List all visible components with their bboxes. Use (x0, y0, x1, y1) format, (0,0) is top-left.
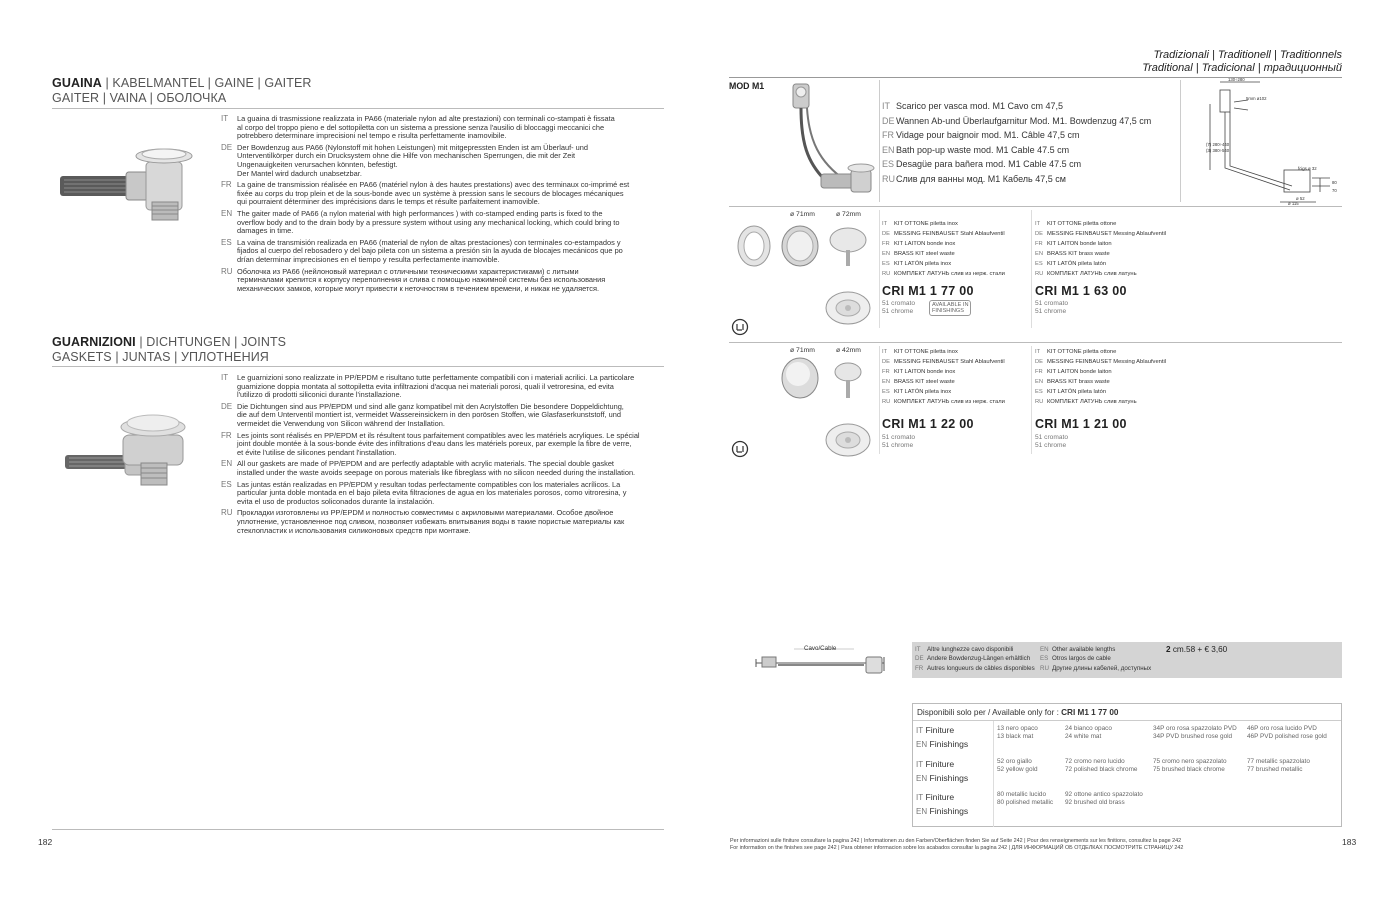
lang-code: ES (1035, 389, 1043, 395)
spec-row-de (882, 114, 1151, 129)
kit-text: KIT OTTONE piletta inox (894, 349, 958, 355)
row2-code-a: CRI M1 1 22 00 (882, 417, 974, 431)
lang-code: IT (221, 114, 229, 123)
row1-divider (729, 206, 1342, 207)
category-header (1142, 49, 1342, 75)
kit-text: KIT LAITON bonde inox (894, 241, 956, 247)
finish-it: 92 ottone antico spazzolato (1065, 791, 1143, 798)
lang-code: IT (882, 349, 888, 355)
lang-code: IT (915, 646, 921, 653)
finish-option (1247, 725, 1327, 741)
paragraph-text: Прокладки изготовлены из PP/EPDM и полностью совместимы с акриловыми материалами. Особое двойное уплотнение, установленное под сливом, позволяет избежать впитывания воды в такие пористые материалы как стеклопластик и использования силиконовых средств при монтаже. (237, 508, 625, 535)
kit-row (1035, 397, 1166, 407)
finish-it: 13 nero opaco (997, 725, 1038, 732)
kit-text: KIT LAITON bonde laiton (1047, 241, 1112, 247)
kit-text: BRASS KIT brass waste (1047, 379, 1110, 385)
finishes-header-code: CRI M1 1 77 00 (1061, 708, 1119, 717)
kit-text: KIT OTTONE piletta ottone (1047, 221, 1117, 227)
finishes-label-1: IT Finiture EN Finishings (916, 725, 969, 749)
row1-finish-a (882, 300, 915, 316)
lang-code: DE (1035, 231, 1044, 237)
row2-divider (729, 342, 1342, 343)
kit-row (882, 387, 1005, 397)
guarnizioni-title-line2: GASKETS | JUNTAS | УПЛОТНЕНИЯ (52, 350, 269, 364)
spec-text: Desagüe para bañera mod. M1 Cable 47.5 cm (896, 159, 1082, 170)
finish-it: 77 metallic spazzolato (1247, 758, 1310, 765)
cable-row (1040, 645, 1151, 654)
kit-row (1035, 219, 1166, 229)
kit-row (1035, 367, 1166, 377)
finish-en: 75 brushed black chrome (1153, 766, 1225, 773)
finish-en: 24 white mat (1065, 733, 1102, 740)
guaina-text-block (221, 115, 661, 296)
guarnizioni-paragraph-en (221, 460, 661, 477)
category-header-line2: Traditional | Tradicional | традиционный (1142, 62, 1342, 74)
finishes-header-pre: Disponibili solo per / Available only for : (917, 708, 1062, 717)
cable-row (1040, 654, 1151, 663)
finishes-label-en: Finishings (929, 805, 969, 816)
lang-code: ES (1035, 261, 1043, 267)
paragraph-text: La guaina di trasmissione realizzata in PA66 (materiale nylon ad alte prestazioni) con terminali co-stampati è fissata al corpo del troppo pieno e del sottopiletta con un sistema a pressione senza l'ausilio di bloccaggi meccanici che potrebbero determinare imprecisioni nel tempo e risulta perfettamente inamovibile. (237, 114, 615, 141)
finish-it: 80 metallic lucido (997, 791, 1047, 798)
lang-code: FR (882, 241, 890, 247)
cable-row (1040, 664, 1151, 673)
guaina-paragraph-it (221, 115, 661, 141)
cable-col-1 (915, 645, 1035, 673)
finish-en: 72 polished black chrome (1065, 766, 1138, 773)
kit-text: MESSING FEINBAUSET Messing Ablaufventil (1047, 359, 1167, 365)
lang-code: IT (882, 101, 890, 111)
finish-line: 51 cromato (882, 434, 915, 441)
lang-code: IT (882, 221, 888, 227)
row2-col-divider-a (879, 346, 880, 454)
page-number-left: 182 (38, 837, 53, 847)
cable-text: Другие длины кабелей, доступных (1052, 664, 1152, 672)
lang-code: RU (221, 266, 233, 276)
kit-row (882, 239, 1005, 249)
paragraph-text: La gaine de transmission réalisée en PA66 (matériel nylon à des hautes prestations) avec des terminaux co-imprimé est fixée au corps du trop plein et de la sous-bonde avec un système à pression sans le secours de blocages mécaniques qui pourraient déterminer des imprécisions dans le temps et résulte parfaitement inamovible. (237, 180, 630, 207)
row2-code-b: CRI M1 1 21 00 (1035, 417, 1127, 431)
lang-code: DE (221, 401, 233, 411)
lang-code: EN (882, 251, 891, 257)
lang-code: EN (1035, 379, 1044, 385)
kit-row (1035, 269, 1166, 279)
finish-option (1065, 758, 1137, 774)
lang-code: EN (1035, 251, 1044, 257)
kit-text: KIT LAITON bonde inox (894, 369, 956, 375)
row2-col-divider-b (1031, 346, 1032, 454)
row1-code-b: CRI M1 1 63 00 (1035, 284, 1127, 298)
finishes-label-it: Finiture (925, 759, 955, 769)
paragraph-text: All our gaskets are made of PP/EPDM and are perfectly adaptable with acrylic materials. The special double gasket installed under the waste avoids seepage on porous materials like fibreglass with no silicon needed during the installation. (237, 459, 636, 477)
drawing-label-2: (7) 280÷440 (1206, 142, 1230, 147)
finish-option (1065, 725, 1112, 741)
finish-line: 51 cromato (1035, 300, 1068, 307)
lang-code: FR (1035, 369, 1043, 375)
lang-code: RU (1040, 664, 1049, 672)
drawing-label-5: 80 (1332, 180, 1337, 185)
kit-text: KIT LATÓN pileta latón (1047, 389, 1107, 395)
page-number-right: 183 (1342, 837, 1357, 847)
kit-row (882, 367, 1005, 377)
kit-text: BRASS KIT steel waste (894, 251, 955, 257)
guarnizioni-paragraph-de (221, 403, 661, 429)
kit-text: КОМПЛЕКТ ЛАТУНЬ слив из нерж. стали (894, 399, 1005, 405)
kit-row (1035, 387, 1166, 397)
spec-row-es (882, 157, 1151, 172)
guaina-paragraph-en (221, 210, 661, 236)
kit-text: MESSING FEINBAUSET Messing Ablaufventil (1047, 231, 1167, 237)
finish-line: 51 chrome (1035, 308, 1067, 315)
guarnizioni-paragraph-fr (221, 432, 661, 458)
row1-code-a: CRI M1 1 77 00 (882, 284, 974, 298)
kit-row (882, 377, 1005, 387)
guaina-title-line2: GAITER | VAINA | ОБОЛОЧКА (52, 91, 227, 105)
spec-text: Scarico per vasca mod. M1 Cavo cm 47,5 (896, 101, 1064, 111)
finish-option (997, 758, 1038, 774)
finishes-label-it: Finiture (925, 725, 955, 735)
finish-it: 72 cromo nero lucido (1065, 758, 1125, 765)
spec-divider-right (1180, 80, 1181, 202)
lang-code: FR (882, 130, 894, 141)
row1-kit-ottone (1035, 219, 1166, 279)
kit-text: KIT OTTONE piletta inox (894, 221, 958, 227)
kit-text: КОМПЛЕКТ ЛАТУНЬ слив латунь (1047, 399, 1137, 405)
finish-option (1247, 758, 1310, 774)
finish-option (1153, 758, 1227, 774)
finish-en: 80 polished metallic (997, 799, 1054, 806)
kit-text: KIT LATÓN pileta inox (894, 389, 952, 395)
paragraph-text: Die Dichtungen sind aus PP/EPDM und sind alle ganz kompatibel mit den Acrylstoffen Die besondere Doppeldichtung, die auf dem Unterventil montiert ist, vermeidet Wassereinsickern in den porösen Stoffen, wie Glasfaserkunststoff, und vermeidet die Verwendung von Silicon während der Installation. (237, 401, 624, 428)
row2-dim-1: ø 71mm (790, 347, 815, 354)
drawing-label-8: ø 115 (1288, 201, 1299, 206)
cable-row (915, 664, 1035, 673)
badge-line2: FINISHINGS (932, 308, 965, 314)
available-finishings-badge (925, 300, 971, 318)
kit-row (1035, 347, 1166, 357)
kit-row (882, 269, 1005, 279)
finishes-box (912, 703, 1342, 827)
kit-text: MESSING FEINBAUSET Stahl Ablaufventil (894, 231, 1005, 237)
cable-row (915, 654, 1035, 663)
lang-code: DE (1035, 359, 1044, 365)
lang-code: DE (915, 655, 924, 663)
kit-row (882, 397, 1005, 407)
kit-row (882, 249, 1005, 259)
guarnizioni-product-image (65, 405, 215, 495)
guaina-title (52, 76, 312, 106)
lang-code: RU (221, 508, 233, 518)
kit-row (1035, 259, 1166, 269)
kit-row (1035, 357, 1166, 367)
row1-finish-b (1035, 300, 1068, 316)
kit-row (1035, 249, 1166, 259)
finish-it: 46P oro rosa lucido PVD (1247, 725, 1317, 732)
guaina-title-bold: GUAINA (52, 76, 102, 90)
drawing-label-1: 5mm ø102 (1246, 96, 1267, 101)
finishes-label-2: IT Finiture EN Finishings (916, 759, 969, 783)
row1-kit-inox (882, 219, 1005, 279)
finish-it: 34P oro rosa spazzolato PVD (1153, 725, 1237, 732)
lang-code: RU (882, 271, 891, 277)
drawing-label-3: (3) 380÷540 (1206, 148, 1230, 153)
finish-line: 51 chrome (1035, 442, 1067, 449)
kit-row (882, 219, 1005, 229)
finishes-header (913, 704, 1341, 721)
lang-code: EN (221, 208, 233, 218)
guaina-paragraph-fr (221, 181, 661, 207)
paragraph-text: La vaina de transmisión realizada en PA66 (material de nylon de altas prestaciones) con terminales co-estampados y fijados al cuerpo del rebosadero y del bajo pileta con un sistema a presión sin la ayuda de blocajes mecánicos que po drían determinar imprecisiones en el tiempo y resulta perfectamente inamovible. (237, 237, 623, 264)
guaina-paragraph-es (221, 239, 661, 265)
spec-row-it (882, 99, 1151, 114)
lang-code: IT (1035, 349, 1041, 355)
guarnizioni-text-block (221, 374, 661, 538)
kit-text: КОМПЛЕКТ ЛАТУНЬ слив из нерж. стали (894, 271, 1005, 277)
row2-kit-inox (882, 347, 1005, 407)
finish-line: 51 chrome (882, 442, 914, 449)
finish-option (997, 725, 1038, 741)
finish-option (1065, 791, 1143, 807)
spec-text: Слив для ванны мод. M1 Кабель 47,5 см (896, 173, 1066, 184)
cable-price-bold: 2 (1166, 645, 1171, 654)
cable-col-2 (1040, 645, 1151, 673)
cable-text: Andere Bowdenzug-Längen erhältlich (927, 655, 1031, 663)
finish-en: 13 black mat (997, 733, 1034, 740)
lang-code: RU (882, 399, 891, 405)
row2-kit-ottone (1035, 347, 1166, 407)
kit-text: KIT OTTONE piletta ottone (1047, 349, 1117, 355)
finishes-label-3: IT Finiture EN Finishings (916, 792, 969, 816)
lang-code: FR (221, 430, 232, 440)
lang-code: EN (1040, 646, 1049, 653)
paragraph-text: Le guarnizioni sono realizzate in PP/EPDM e risultano tutte perfettamente compatibili con i materiali acrilici. La particolare guarnizione doppia montata al sottopiletta evita infiltrazioni d'acqua nei materiali porosi, quali il vetroresina, ed evita l'utilizzo di prodotti siliconici durante l'installazione. (237, 373, 635, 400)
lang-code: DE (221, 142, 233, 152)
kit-row (1035, 229, 1166, 239)
lang-code: IT (1035, 221, 1041, 227)
spec-text: Bath pop-up waste mod. M1 Cable 47.5 cm (896, 144, 1070, 155)
cert-mark-icon-2 (731, 440, 751, 460)
guaina-divider (52, 108, 664, 109)
paragraph-text: Las juntas están realizadas en PP/EPDM y resultan todas perfectamente compatibles con los materiales acrílicos. La particular junta doble montada en el bajo pileta evita filtraciones de agua en los materiales porosos, como vitroresina, y evita el uso de productos soliconados durante la instalación. (237, 479, 627, 506)
guarnizioni-divider (52, 366, 664, 367)
lang-code: FR (915, 664, 924, 672)
finish-line: 51 chrome (882, 308, 914, 315)
kit-row (882, 357, 1005, 367)
badge-line1: AVAILABLE IN (932, 302, 969, 308)
guarnizioni-title (52, 335, 286, 365)
row1-dim-2: ø 72mm (836, 211, 861, 218)
guaina-paragraph-de (221, 144, 661, 178)
spec-text: Wannen Ab-und Überlaufgarnitur Mod. M1. Bowdenzug 47,5 cm (896, 115, 1152, 126)
finish-en: 92 brushed old brass (1065, 799, 1125, 806)
kit-row (1035, 377, 1166, 387)
footnote-line1: Per informazioni sulle finiture consultare la pagina 242 | Informationen zu den Farben/Oberflächen finden Sie auf Seite 242 | Pour des renseignements sur les finitions, consultez la page 242 (730, 838, 1182, 844)
kit-text: BRASS KIT steel waste (894, 379, 955, 385)
lang-code: DE (882, 115, 895, 126)
left-footer-divider (52, 829, 664, 830)
kit-text: KIT LAITON bonde laiton (1047, 369, 1112, 375)
guaina-paragraph-ru (221, 268, 661, 294)
drawing-label-0: 130÷280 (1228, 78, 1245, 82)
footnote-line2: For information on the finishes see page 242 | Para obtener informacion sobre los acabados consultar la pagina 242 | ДЛЯ ИНФОРМАЦИЙ ОБ ОТДЕЛКАХ ПОСМОТРИТЕ СТРАНИЦУ 242 (730, 845, 1184, 851)
paragraph-text: Les joints sont réalisés en PP/EPDM et ils résultent tous parfaitement compatibles avec les matériels acryliques. Le spécial joint double montée à la sous-bonde évite des infiltrations d'eau dans les matériels poreux, par exemple la fibre de verre, et évite l'utilise de silicones pendant l'installation. (237, 430, 640, 457)
row2-finish-a (882, 434, 915, 450)
finishes-label-it: Finiture (925, 792, 955, 802)
kit-text: KIT LATÓN pileta latón (1047, 261, 1107, 267)
cable-lengths-box (912, 642, 1342, 678)
spec-text: Vidage pour baignoir mod. M1. Câble 47,5 cm (896, 130, 1080, 141)
lang-code: EN (882, 144, 895, 155)
kit-text: MESSING FEINBAUSET Stahl Ablaufventil (894, 359, 1005, 365)
finish-line: 51 cromato (882, 300, 915, 307)
finish-option (997, 791, 1053, 807)
guaina-product-image (60, 140, 210, 225)
spec-row-en (882, 143, 1151, 158)
kit-text: KIT LATÓN pileta inox (894, 261, 952, 267)
cable-text: Autres longueurs de câbles disponibles (927, 664, 1035, 672)
spec-row-ru (882, 172, 1151, 187)
finish-it: 75 cromo nero spazzolato (1153, 758, 1227, 765)
paragraph-text: The gaiter made of PA66 (a nylon material with high performances ) with co-stamped ending parts is fixed to the overflow body and to the drain body by a pressure system without using any mechanical locking, which could bring to damages in time. (237, 208, 620, 236)
lang-code: ES (882, 159, 895, 170)
guaina-title-rest: | KABELMANTEL | GAINE | GAITER (101, 76, 312, 90)
kit-row (882, 347, 1005, 357)
lang-code: ES (882, 261, 890, 267)
footnote (730, 838, 1183, 852)
finish-en: 34P PVD brushed rose gold (1153, 733, 1233, 740)
spec-divider-left (879, 80, 880, 202)
kit-row (882, 229, 1005, 239)
lang-code: FR (882, 369, 890, 375)
guarnizioni-paragraph-ru (221, 509, 661, 535)
lang-code: EN (221, 459, 233, 469)
paragraph-text: Оболочка из PA66 (нейлоновый материал с отличными техническими характеристиками) с литыми терминалами крепится к корпусу переполнения и слива с помощью нажимной системы без использования механических замков, которые могут привести к неточностям в течением времени, и никак не удаляется. (237, 266, 606, 293)
guarnizioni-title-bold: GUARNIZIONI (52, 335, 136, 349)
finish-en: 46P PVD polished rose gold (1247, 733, 1327, 740)
lang-code: ES (1040, 655, 1049, 663)
guarnizioni-paragraph-it (221, 374, 661, 400)
cable-row (915, 645, 1035, 654)
cable-price (1166, 645, 1227, 654)
kit-text: BRASS KIT brass waste (1047, 251, 1110, 257)
lang-code: FR (221, 180, 232, 190)
row1-col-divider-a (879, 210, 880, 328)
finish-en: 77 brushed metallic (1247, 766, 1303, 773)
lang-code: EN (882, 379, 891, 385)
finish-line: 51 cromato (1035, 434, 1068, 441)
guarnizioni-title-rest: | DICHTUNGEN | JOINTS (135, 335, 287, 349)
lang-code: DE (882, 359, 891, 365)
finishes-label-en: Finishings (929, 772, 969, 783)
guarnizioni-paragraph-es (221, 481, 661, 507)
cable-text: Other available lengths (1052, 646, 1116, 653)
finishes-col-divider (993, 721, 994, 827)
row1-col-divider-b (1031, 210, 1032, 328)
row1-parts-image (736, 222, 876, 332)
row2-parts-image (776, 356, 876, 462)
lang-code: RU (1035, 271, 1044, 277)
paragraph-text: Der Bowdenzug aus PA66 (Nylonstoff mit hohen Leistungen) mit mitgepressten Enden ist am Überlauf- und Unterventilkörper durch ein Drucksystem ohne die Hilfe von mechanischen Sperrungen, die mit der Zeit Ungenauigkeiten verursachen könnten, befestigt. Der Mantel wird dadurch unabsetzbar. (237, 142, 588, 178)
spec-row-fr (882, 128, 1151, 143)
lang-code: RU (1035, 399, 1044, 405)
technical-drawing (1200, 78, 1342, 206)
row2-dim-2: ø 42mm (836, 347, 861, 354)
finish-it: 52 oro giallo (997, 758, 1032, 765)
drawing-label-6: 70 (1332, 188, 1337, 193)
finishes-label-en: Finishings (929, 738, 969, 749)
lang-code: ES (221, 479, 232, 489)
lang-code: RU (882, 173, 895, 184)
lang-code: ES (221, 237, 232, 247)
finish-en: 52 yellow gold (997, 766, 1038, 773)
cert-mark-icon (731, 318, 751, 338)
finish-it: 24 bianco opaco (1065, 725, 1112, 732)
finish-option (1153, 725, 1237, 741)
main-product-image (785, 82, 877, 202)
model-spec-list (882, 99, 1151, 187)
row2-finish-b (1035, 434, 1068, 450)
kit-row (1035, 239, 1166, 249)
drawing-label-7: ø 52 (1296, 196, 1305, 201)
lang-code: DE (882, 231, 891, 237)
cable-text: Otros largos de cable (1052, 655, 1111, 663)
lang-code: IT (221, 373, 229, 382)
lang-code: FR (1035, 241, 1043, 247)
cable-text: Altre lunghezze cavo disponibili (927, 646, 1014, 653)
drawing-label-4: fcigs ø 32 (1298, 166, 1317, 171)
model-label: MOD M1 (729, 81, 765, 91)
kit-text: КОМПЛЕКТ ЛАТУНЬ слив латунь (1047, 271, 1137, 277)
cable-price-rest: cm.58 + € 3,60 (1170, 645, 1228, 654)
lang-code: ES (882, 389, 890, 395)
row1-dim-1: ø 71mm (790, 211, 815, 218)
kit-row (882, 259, 1005, 269)
cable-label: Cavo/Cable (804, 645, 837, 652)
category-header-line1: Tradizionali | Traditionell | Traditionnels (1153, 49, 1342, 61)
